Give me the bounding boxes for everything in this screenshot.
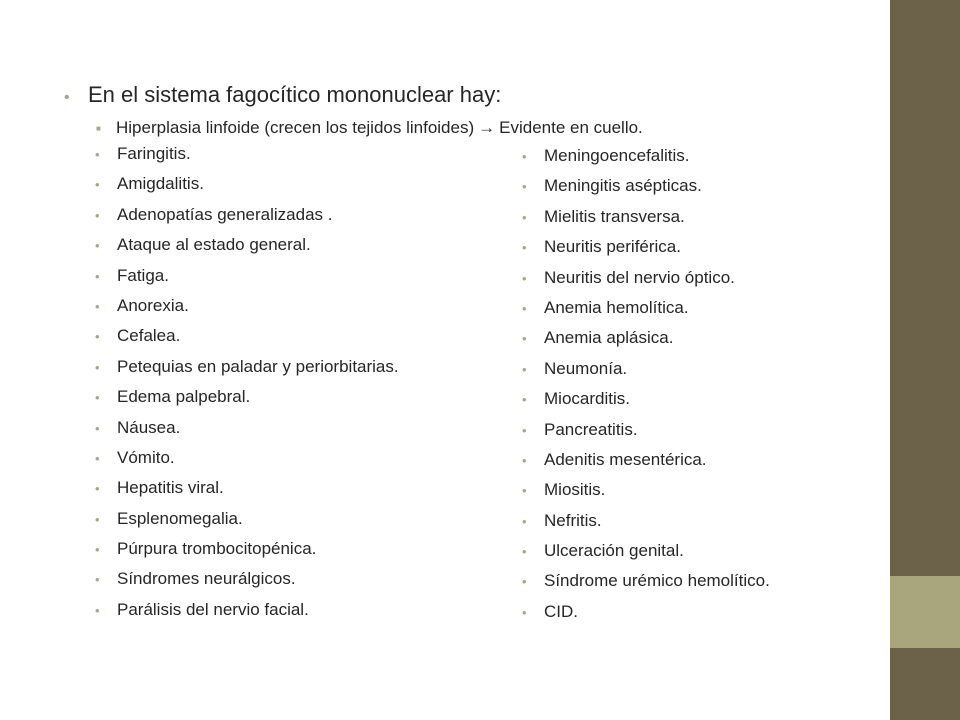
list-item-text: Náusea. bbox=[117, 417, 181, 437]
bullet-icon: • bbox=[522, 513, 527, 529]
list-item-text: Neuritis periférica. bbox=[544, 237, 681, 257]
bullet-icon: • bbox=[64, 89, 70, 106]
list-item-text: Síndromes neurálgicos. bbox=[117, 569, 296, 589]
bullet-icon: • bbox=[522, 331, 527, 347]
list-item-text: Anorexia. bbox=[117, 295, 189, 315]
list-item-text: Cefalea. bbox=[117, 326, 181, 346]
bullet-icon: • bbox=[95, 268, 100, 284]
list-item-text: Pancreatitis. bbox=[544, 419, 638, 439]
left-symptom-list bbox=[95, 144, 399, 630]
bullet-icon: • bbox=[522, 149, 527, 164]
list-item bbox=[95, 266, 399, 296]
bullet-icon: • bbox=[95, 420, 100, 436]
bullet-icon: • bbox=[95, 207, 100, 223]
list-item bbox=[95, 144, 399, 174]
list-item-text: Parálisis del nervio facial. bbox=[117, 599, 309, 619]
list-item bbox=[522, 146, 770, 176]
list-item-text: Edema palpebral. bbox=[117, 387, 251, 407]
list-item-text: CID. bbox=[544, 601, 578, 621]
list-item-text: Nefritis. bbox=[544, 510, 602, 530]
list-item bbox=[522, 511, 770, 541]
list-item bbox=[522, 328, 770, 358]
list-item bbox=[522, 298, 770, 328]
bullet-icon: • bbox=[522, 240, 527, 256]
bullet-icon: • bbox=[95, 298, 100, 314]
list-item bbox=[95, 509, 399, 539]
bullet-icon: • bbox=[522, 483, 527, 499]
list-item bbox=[522, 571, 770, 601]
bullet-icon: • bbox=[522, 392, 527, 408]
list-item bbox=[522, 602, 770, 632]
bullet-icon: • bbox=[522, 452, 527, 468]
list-item-text: Miocarditis. bbox=[544, 389, 630, 409]
list-item-text: Fatiga. bbox=[117, 265, 169, 285]
list-item bbox=[95, 387, 399, 417]
list-item-text: Hepatitis viral. bbox=[117, 478, 224, 498]
bullet-icon: • bbox=[95, 511, 100, 527]
bullet-icon: • bbox=[522, 574, 527, 590]
right-arrow-icon: → bbox=[478, 118, 496, 137]
bullet-icon: • bbox=[95, 329, 100, 345]
bullet-icon: • bbox=[95, 602, 100, 618]
bullet-icon: • bbox=[95, 238, 100, 254]
list-item-text: Amigdalitis. bbox=[117, 174, 204, 194]
bullet-icon: • bbox=[95, 542, 100, 558]
list-item-text: Meningoencefalitis. bbox=[544, 146, 690, 165]
list-item bbox=[95, 326, 399, 356]
list-item-text: Mielitis transversa. bbox=[544, 206, 685, 226]
list-item bbox=[95, 600, 399, 630]
decorative-sidebar-accent bbox=[890, 576, 960, 648]
list-item-text: Meningitis asépticas. bbox=[544, 176, 702, 196]
list-item bbox=[522, 450, 770, 480]
list-item bbox=[95, 357, 399, 387]
bullet-icon: • bbox=[95, 481, 100, 497]
list-item-text: Petequias en paladar y periorbitarias. bbox=[117, 356, 399, 376]
list-item bbox=[522, 480, 770, 510]
bullet-icon: • bbox=[522, 270, 527, 286]
bullet-icon: • bbox=[95, 450, 100, 466]
bullet-icon: • bbox=[95, 177, 100, 193]
list-item bbox=[95, 418, 399, 448]
list-item bbox=[95, 478, 399, 508]
list-item bbox=[522, 268, 770, 298]
list-item-text: Neumonía. bbox=[544, 358, 628, 378]
list-item bbox=[522, 359, 770, 389]
list-item bbox=[522, 541, 770, 571]
list-item bbox=[522, 176, 770, 206]
bullet-icon: • bbox=[95, 147, 100, 162]
list-item-text: Adenopatías generalizadas . bbox=[117, 204, 333, 224]
list-item bbox=[95, 448, 399, 478]
list-item bbox=[522, 237, 770, 267]
list-item-text: Ataque al estado general. bbox=[117, 235, 311, 255]
list-item bbox=[95, 569, 399, 599]
list-item bbox=[522, 389, 770, 419]
bullet-icon: • bbox=[95, 359, 100, 375]
list-item bbox=[95, 205, 399, 235]
list-item bbox=[522, 420, 770, 450]
list-item-text: Neuritis del nervio óptico. bbox=[544, 267, 735, 287]
subheading-text-before: Hiperplasia linfoide (crecen los tejidos linfoides) bbox=[116, 118, 475, 137]
bullet-icon: • bbox=[522, 209, 527, 225]
list-item bbox=[522, 207, 770, 237]
list-item-text: Anemia hemolítica. bbox=[544, 297, 689, 317]
list-item-text: Púrpura trombocitopénica. bbox=[117, 539, 317, 559]
list-item bbox=[95, 235, 399, 265]
bullet-icon: • bbox=[522, 422, 527, 438]
bullet-icon: • bbox=[95, 390, 100, 406]
list-item-text: Esplenomegalia. bbox=[117, 508, 243, 528]
subheading-text-after: Evidente en cuello. bbox=[499, 118, 643, 137]
bullet-icon: • bbox=[522, 300, 527, 316]
bullet-icon: • bbox=[95, 572, 100, 588]
bullet-icon: • bbox=[522, 544, 527, 560]
bullet-icon: • bbox=[522, 361, 527, 377]
heading-row bbox=[64, 82, 501, 108]
square-bullet-icon: ■ bbox=[96, 124, 101, 133]
bullet-icon: • bbox=[522, 604, 527, 620]
bullet-icon: • bbox=[522, 179, 527, 195]
list-item-text: Adenitis mesentérica. bbox=[544, 449, 707, 469]
list-item-text: Faringitis. bbox=[117, 144, 191, 163]
list-item bbox=[95, 296, 399, 326]
list-item-text: Vómito. bbox=[117, 447, 175, 467]
list-item-text: Síndrome urémico hemolítico. bbox=[544, 571, 770, 591]
list-item-text: Anemia aplásica. bbox=[544, 328, 674, 348]
subheading-row bbox=[96, 118, 643, 138]
list-item-text: Miositis. bbox=[544, 480, 606, 500]
list-item-text: Ulceración genital. bbox=[544, 541, 684, 561]
list-item bbox=[95, 174, 399, 204]
slide-heading: En el sistema fagocítico mononuclear hay: bbox=[88, 82, 502, 107]
list-item bbox=[95, 539, 399, 569]
right-symptom-list bbox=[522, 146, 770, 632]
